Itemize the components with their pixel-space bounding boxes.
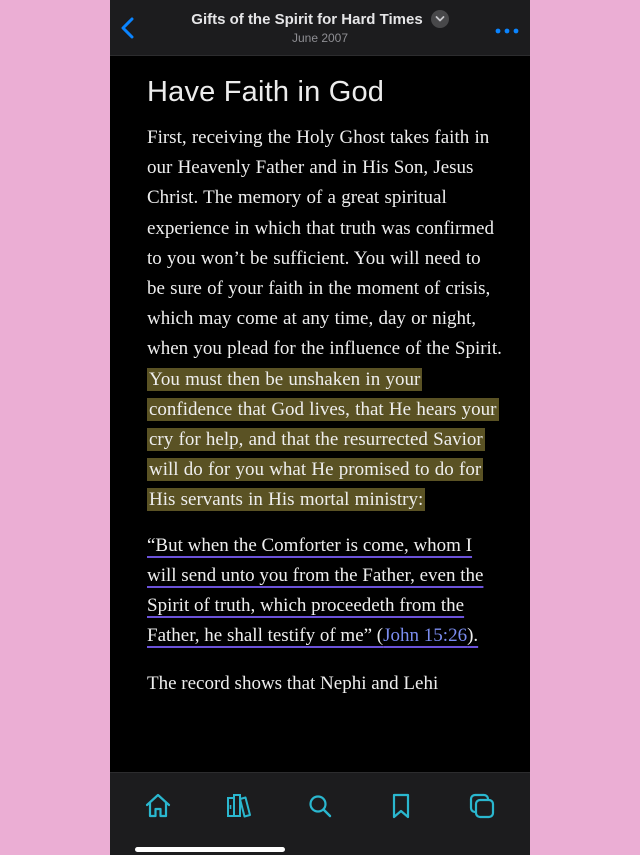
title-menu-button[interactable] [431,10,449,28]
bottom-tab-bar [110,772,530,855]
article-content [147,58,502,699]
title-area[interactable] [160,10,480,45]
chevron-left-icon [118,14,138,42]
ellipsis-icon [494,25,520,37]
home-indicator[interactable] [135,847,285,852]
underlined-quote-text[interactable] [147,535,483,647]
top-bar [110,0,530,56]
phone-screen [110,0,530,855]
section-heading: Have Faith in God [147,76,385,108]
tab-screens[interactable] [467,791,497,821]
screens-icon [467,791,497,821]
tab-search[interactable] [305,791,335,821]
tab-library[interactable] [224,791,254,821]
more-button[interactable] [494,22,520,34]
paragraph [147,123,502,516]
tab-home[interactable] [143,791,173,821]
home-icon [143,791,173,821]
back-button[interactable] [118,14,138,42]
highlighted-text[interactable]: You must then be unshaken in your confidence that God lives, that He hears your cry for help, and that the resurrected Savior will do for you what He promised to do for His servants in His mortal ministry: [149,368,497,511]
next-paragraph-partial: The record shows that Nephi and Lehi [147,673,439,695]
scripture-reference-link[interactable]: John 15:26 [383,625,468,647]
document-title[interactable]: Gifts of the Spirit for Hard Times [191,10,423,28]
bookmark-icon [386,791,416,821]
document-date: June 2007 [291,31,349,45]
paragraph-text: First, receiving the Holy Ghost takes faith in our Heavenly Father and in His Son, Jesus Christ. The memory of a great spiritual experience in which that truth was confirmed to you won’t be sufficient. You will need to be sure of your faith in the moment of crisis, which may come at any time, day or night, when you plead for the influence of the Spirit. [147,127,502,360]
tab-bookmarks[interactable] [386,791,416,821]
quote-close: ). [467,625,479,647]
library-icon [224,791,254,821]
quote-text: “But when the Comforter is come, whom I will send unto you from the Father, even the Spirit of truth, which proceedeth from the Father, he shall testify of me” ( [147,534,484,647]
scripture-quote [147,531,502,652]
search-icon [305,791,335,821]
chevron-down-icon [435,15,445,23]
